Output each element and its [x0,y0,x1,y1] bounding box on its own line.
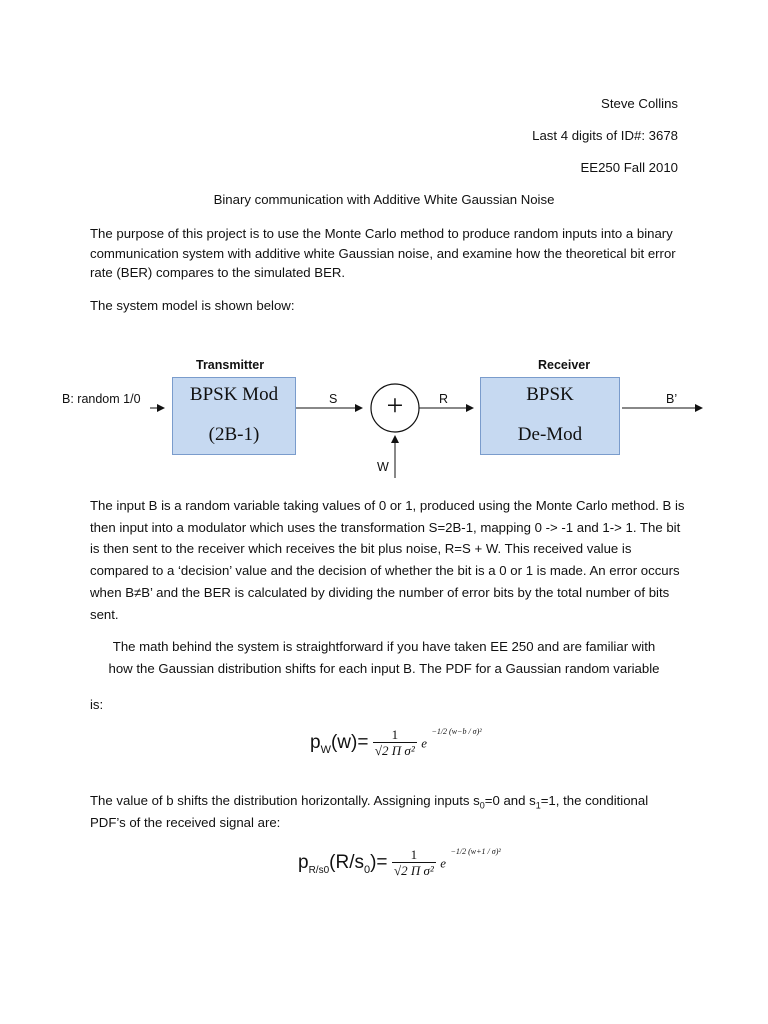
gaussian-pdf-equation [310,728,482,778]
eq1-exp-base: e [421,735,427,751]
transmitter-label: Transmitter [196,358,265,372]
course-term: EE250 Fall 2010 [580,160,678,175]
s-signal-label: S [329,392,338,406]
eq1-denominator: √2 Π σ² [374,743,415,758]
para3-sub1: 1 [535,800,541,811]
eq2-lhs-b: )= [370,851,388,873]
bpsk-mod-block [172,377,296,455]
intro-paragraph: The purpose of this project is to use the Monte Carlo method to produce random inputs into a binary communication system with additive white Gaussian noise, and examine how the theoretical bit error rate (BER) compares to the simulated BER. [90,226,676,280]
is-label: is: [90,697,104,712]
body-paragraph-1: The input B is a random variable taking values of 0 or 1, produced using the Monte Carlo method. B is then input into a modulator which uses the transformation S=2B-1, mapping 0 -> -1 and 1-> 1. The bit is then sent to the receiver which receives the bit plus noise, R=S + W. This received value is compared to a ‘decision’ value and the decision of whether the bit is a 0 or 1 is made. An error occurs when B≠B’ and the BER is calculated by dividing the number of error bits by the total number of bits sent. [90,498,685,622]
document-title: Binary communication with Additive White Gaussian Noise [213,192,555,207]
eq2-subscript: R/s0 [308,864,330,876]
eq1-lhs-rest: (w)= [330,731,369,753]
para3-text-end: =1, the conditional [540,793,649,808]
eq2-exp-base: e [440,855,447,871]
mod-label-line2: (2B-1) [208,424,260,445]
body-paragraph-2-line1: The math behind the system is straightforward if you have taken EE 250 and are familiar with [112,639,656,654]
input-label: B: random 1/0 [62,392,141,406]
para3-text-a: The value of b shifts the distribution horizontally. Assigning inputs s [90,793,480,808]
eq1-numerator: 1 [391,727,399,742]
eq2-lhs-a: (R/s [329,851,364,873]
noise-w-label: W [377,460,389,474]
system-block-diagram [0,350,768,480]
receiver-label: Receiver [538,358,591,372]
eq2-denominator: √2 Π σ² [393,863,434,878]
bpsk-demod-block [480,377,620,455]
para3-sub0: 0 [479,800,485,811]
student-id: Last 4 digits of ID#: 3678 [532,128,678,143]
r-signal-label: R [439,392,449,406]
eq1-exponent: −1/2 (w−b / σ)² [431,726,482,736]
eq2-lhs-sub: 0 [363,863,371,876]
adder-plus-symbol: + [386,389,404,422]
demod-label-line2: De-Mod [517,424,583,445]
body-paragraph-2-line2: how the Gaussian distribution shifts for each input B. The PDF for a Gaussian random variable [108,661,660,676]
mod-label-line1: BPSK Mod [189,384,279,405]
author-name: Steve Collins [601,96,678,111]
system-model-label: The system model is shown below: [90,298,295,313]
output-label: B’ [666,392,678,406]
eq1-subscript: W [320,743,331,756]
eq2-p: p [298,851,309,873]
demod-label-line1: BPSK [526,384,574,405]
body-paragraph-3-line2: PDF’s of the received signal are: [90,815,281,830]
conditional-pdf-equation [298,848,501,898]
eq1-p: p [310,731,321,753]
eq2-exponent: −1/2 (w+1 / σ)² [450,846,501,856]
para3-text-mid: =0 and s [484,793,536,808]
eq2-numerator: 1 [410,847,418,862]
